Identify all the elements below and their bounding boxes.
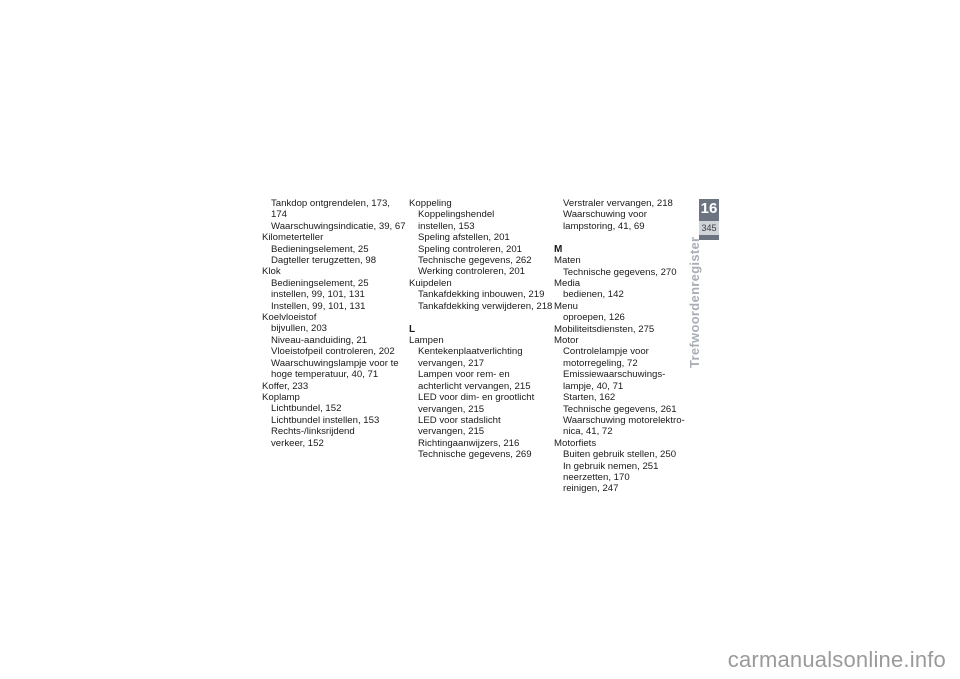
index-subentry: Kentekenplaatverlichting bbox=[418, 346, 523, 358]
index-subentry: Vloeistofpeil controleren, 202 bbox=[271, 346, 395, 358]
index-subentry: Waarschuwing motorelektro- bbox=[563, 414, 685, 426]
index-column-2 bbox=[409, 198, 559, 461]
index-entry: Kuipdelen bbox=[409, 277, 452, 289]
index-subentry: instellen, 153 bbox=[418, 220, 475, 232]
index-subentry: In gebruik nemen, 251 bbox=[563, 460, 659, 472]
index-column-1 bbox=[262, 198, 412, 449]
index-subentry: Technische gegevens, 270 bbox=[563, 266, 677, 278]
index-subentry: nica, 41, 72 bbox=[563, 426, 613, 438]
index-subentry: Technische gegevens, 261 bbox=[563, 403, 677, 415]
index-entry: Klok bbox=[262, 266, 281, 278]
watermark: carmanualsonline.info bbox=[727, 647, 946, 672]
index-subentry: bedienen, 142 bbox=[563, 289, 624, 301]
index-subentry: Waarschuwing voor bbox=[563, 209, 647, 221]
chapter-number: 16 bbox=[700, 200, 718, 217]
index-subentry: lampstoring, 41, 69 bbox=[563, 220, 645, 232]
index-subentry: Instellen, 99, 101, 131 bbox=[271, 300, 366, 312]
index-subentry: vervangen, 217 bbox=[418, 357, 485, 369]
index-entry: Koplamp bbox=[262, 391, 300, 403]
index-entry: Motorfiets bbox=[554, 437, 597, 449]
index-subentry: Tankafdekking inbouwen, 219 bbox=[418, 289, 545, 301]
index-subentry: Speling afstellen, 201 bbox=[418, 232, 510, 244]
index-subentry: Koppelingshendel bbox=[418, 209, 495, 221]
index-subentry: neerzetten, 170 bbox=[563, 471, 630, 483]
index-subentry: lampje, 40, 71 bbox=[563, 380, 624, 392]
index-subentry: Rechts-/linksrijdend bbox=[271, 426, 355, 438]
index-subentry: vervangen, 215 bbox=[418, 403, 485, 415]
index-subentry: Speling controleren, 201 bbox=[418, 243, 523, 255]
index-entry: Koelvloeistof bbox=[262, 312, 317, 324]
index-subentry: achterlicht vervangen, 215 bbox=[418, 380, 531, 392]
index-subentry: Lampen voor rem- en bbox=[418, 369, 510, 381]
index-letter-heading: M bbox=[554, 244, 563, 256]
index-subentry: Starten, 162 bbox=[563, 392, 616, 404]
index-subentry: 174 bbox=[271, 209, 288, 221]
index-subentry: Bedieningselement, 25 bbox=[271, 277, 369, 289]
index-entry: Maten bbox=[554, 255, 581, 267]
index-letter-heading: L bbox=[409, 324, 416, 336]
index-subentry: instellen, 99, 101, 131 bbox=[271, 289, 365, 301]
chapter-tab bbox=[699, 199, 719, 240]
index-subentry: Tankdop ontgrendelen, 173, bbox=[271, 198, 390, 209]
index-entry: Kilometerteller bbox=[262, 232, 324, 244]
index-subentry: Niveau-aanduiding, 21 bbox=[271, 334, 368, 346]
index-subentry: Waarschuwingsindicatie, 39, 67 bbox=[271, 220, 406, 232]
index-subentry: Werking controleren, 201 bbox=[418, 266, 526, 278]
index-entry: Mobiliteitsdiensten, 275 bbox=[554, 323, 655, 335]
index-column-3 bbox=[554, 198, 704, 495]
index-subentry: Dagteller terugzetten, 98 bbox=[271, 255, 377, 267]
index-subentry: hoge temperatuur, 40, 71 bbox=[271, 369, 379, 381]
index-subentry: vervangen, 215 bbox=[418, 426, 485, 438]
index-subentry: Buiten gebruik stellen, 250 bbox=[563, 449, 677, 461]
page-number: 345 bbox=[699, 221, 719, 235]
index-subentry: Technische gegevens, 262 bbox=[418, 255, 532, 267]
index-entry: Lampen bbox=[409, 335, 444, 347]
index-subentry: Technische gegevens, 269 bbox=[418, 449, 532, 461]
index-entry: Koppeling bbox=[409, 198, 452, 209]
index-entry: Koffer, 233 bbox=[262, 380, 309, 392]
index-entry: Motor bbox=[554, 335, 579, 347]
index-subentry: verkeer, 152 bbox=[271, 437, 324, 449]
index-subentry: Controlelampje voor bbox=[563, 346, 649, 358]
index-subentry: LED voor dim- en grootlicht bbox=[418, 392, 535, 404]
index-subentry: Waarschuwingslampje voor te bbox=[271, 357, 399, 369]
index-entry: Menu bbox=[554, 300, 578, 312]
index-subentry: Richtingaanwijzers, 216 bbox=[418, 437, 520, 449]
index-subentry: LED voor stadslicht bbox=[418, 414, 501, 426]
index-subentry: Lichtbundel, 152 bbox=[271, 403, 342, 415]
index-subentry: Bedieningselement, 25 bbox=[271, 243, 369, 255]
index-subentry: Tankafdekking verwijderen, 218 bbox=[418, 300, 553, 312]
index-subentry: reinigen, 247 bbox=[563, 483, 619, 495]
index-subentry: bijvullen, 203 bbox=[271, 323, 328, 335]
index-subentry: Lichtbundel instellen, 153 bbox=[271, 414, 380, 426]
index-subentry: motorregeling, 72 bbox=[563, 357, 638, 369]
index-entry: Media bbox=[554, 278, 581, 290]
chapter-title: Trefwoordenregister bbox=[687, 236, 702, 368]
index-subentry: Emissiewaarschuwings- bbox=[563, 369, 666, 381]
index-subentry: Verstraler vervangen, 218 bbox=[563, 198, 673, 209]
index-subentry: oproepen, 126 bbox=[563, 312, 625, 324]
